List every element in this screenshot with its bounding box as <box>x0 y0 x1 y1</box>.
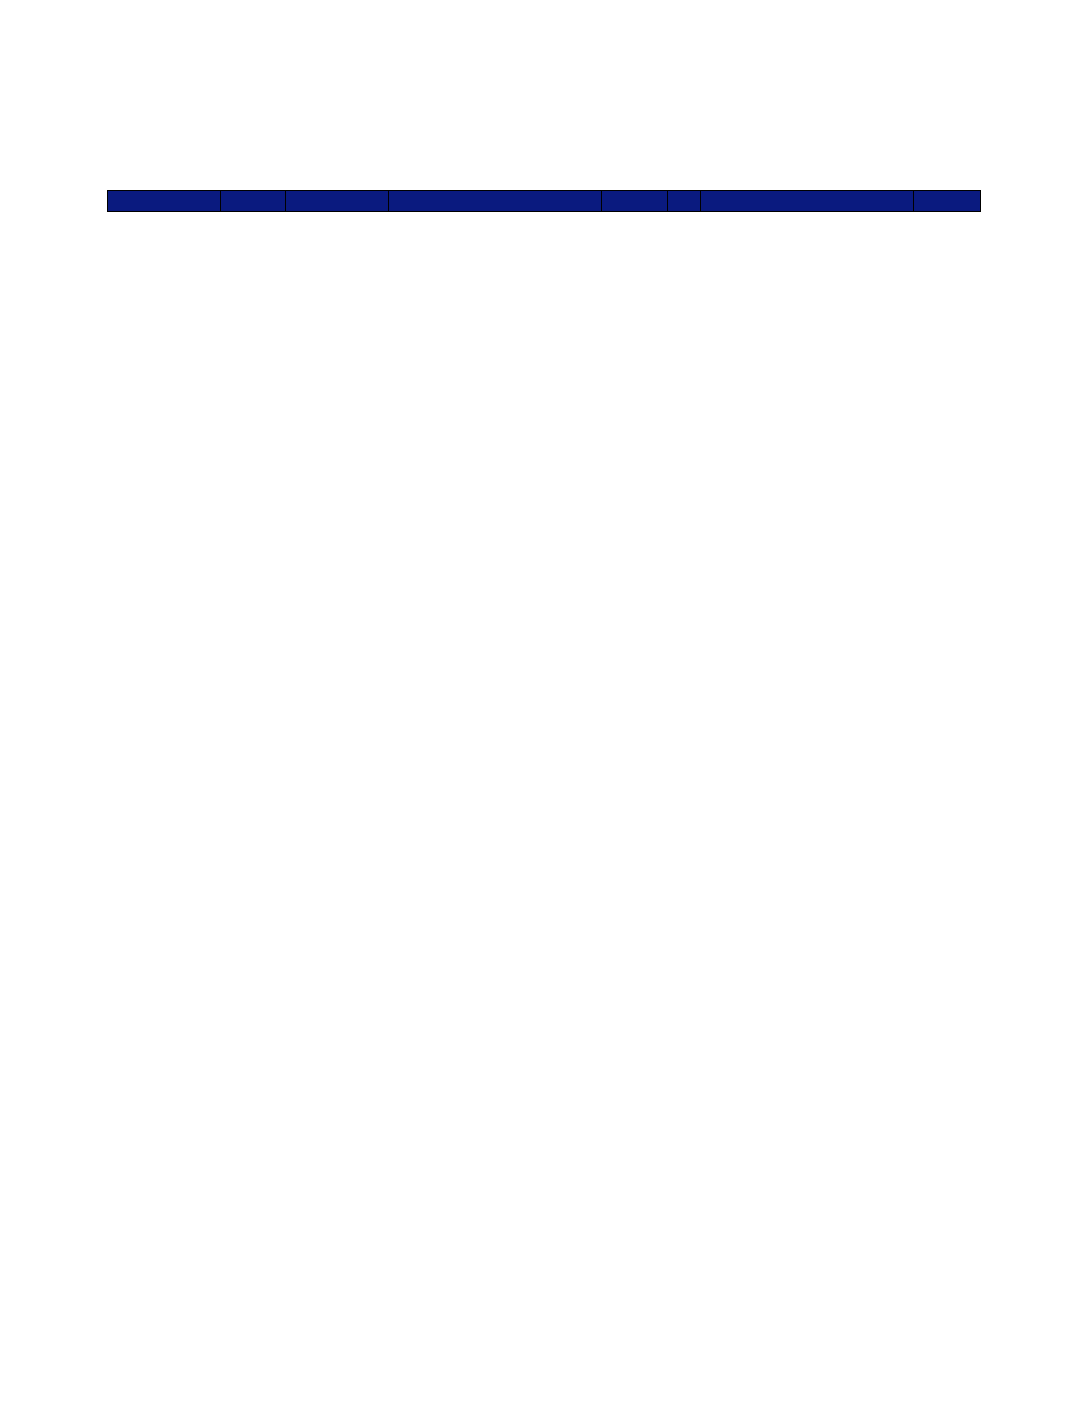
table-header-row <box>108 191 981 212</box>
col-header-date <box>108 191 221 212</box>
col-header-replica <box>286 191 389 212</box>
col-header-time <box>221 191 286 212</box>
schedule-table <box>107 190 981 212</box>
col-header-home-score <box>602 191 668 212</box>
col-header-home-team <box>389 191 602 212</box>
col-header-away-score <box>914 191 981 212</box>
col-header-vs <box>668 191 701 212</box>
col-header-away-team <box>701 191 914 212</box>
